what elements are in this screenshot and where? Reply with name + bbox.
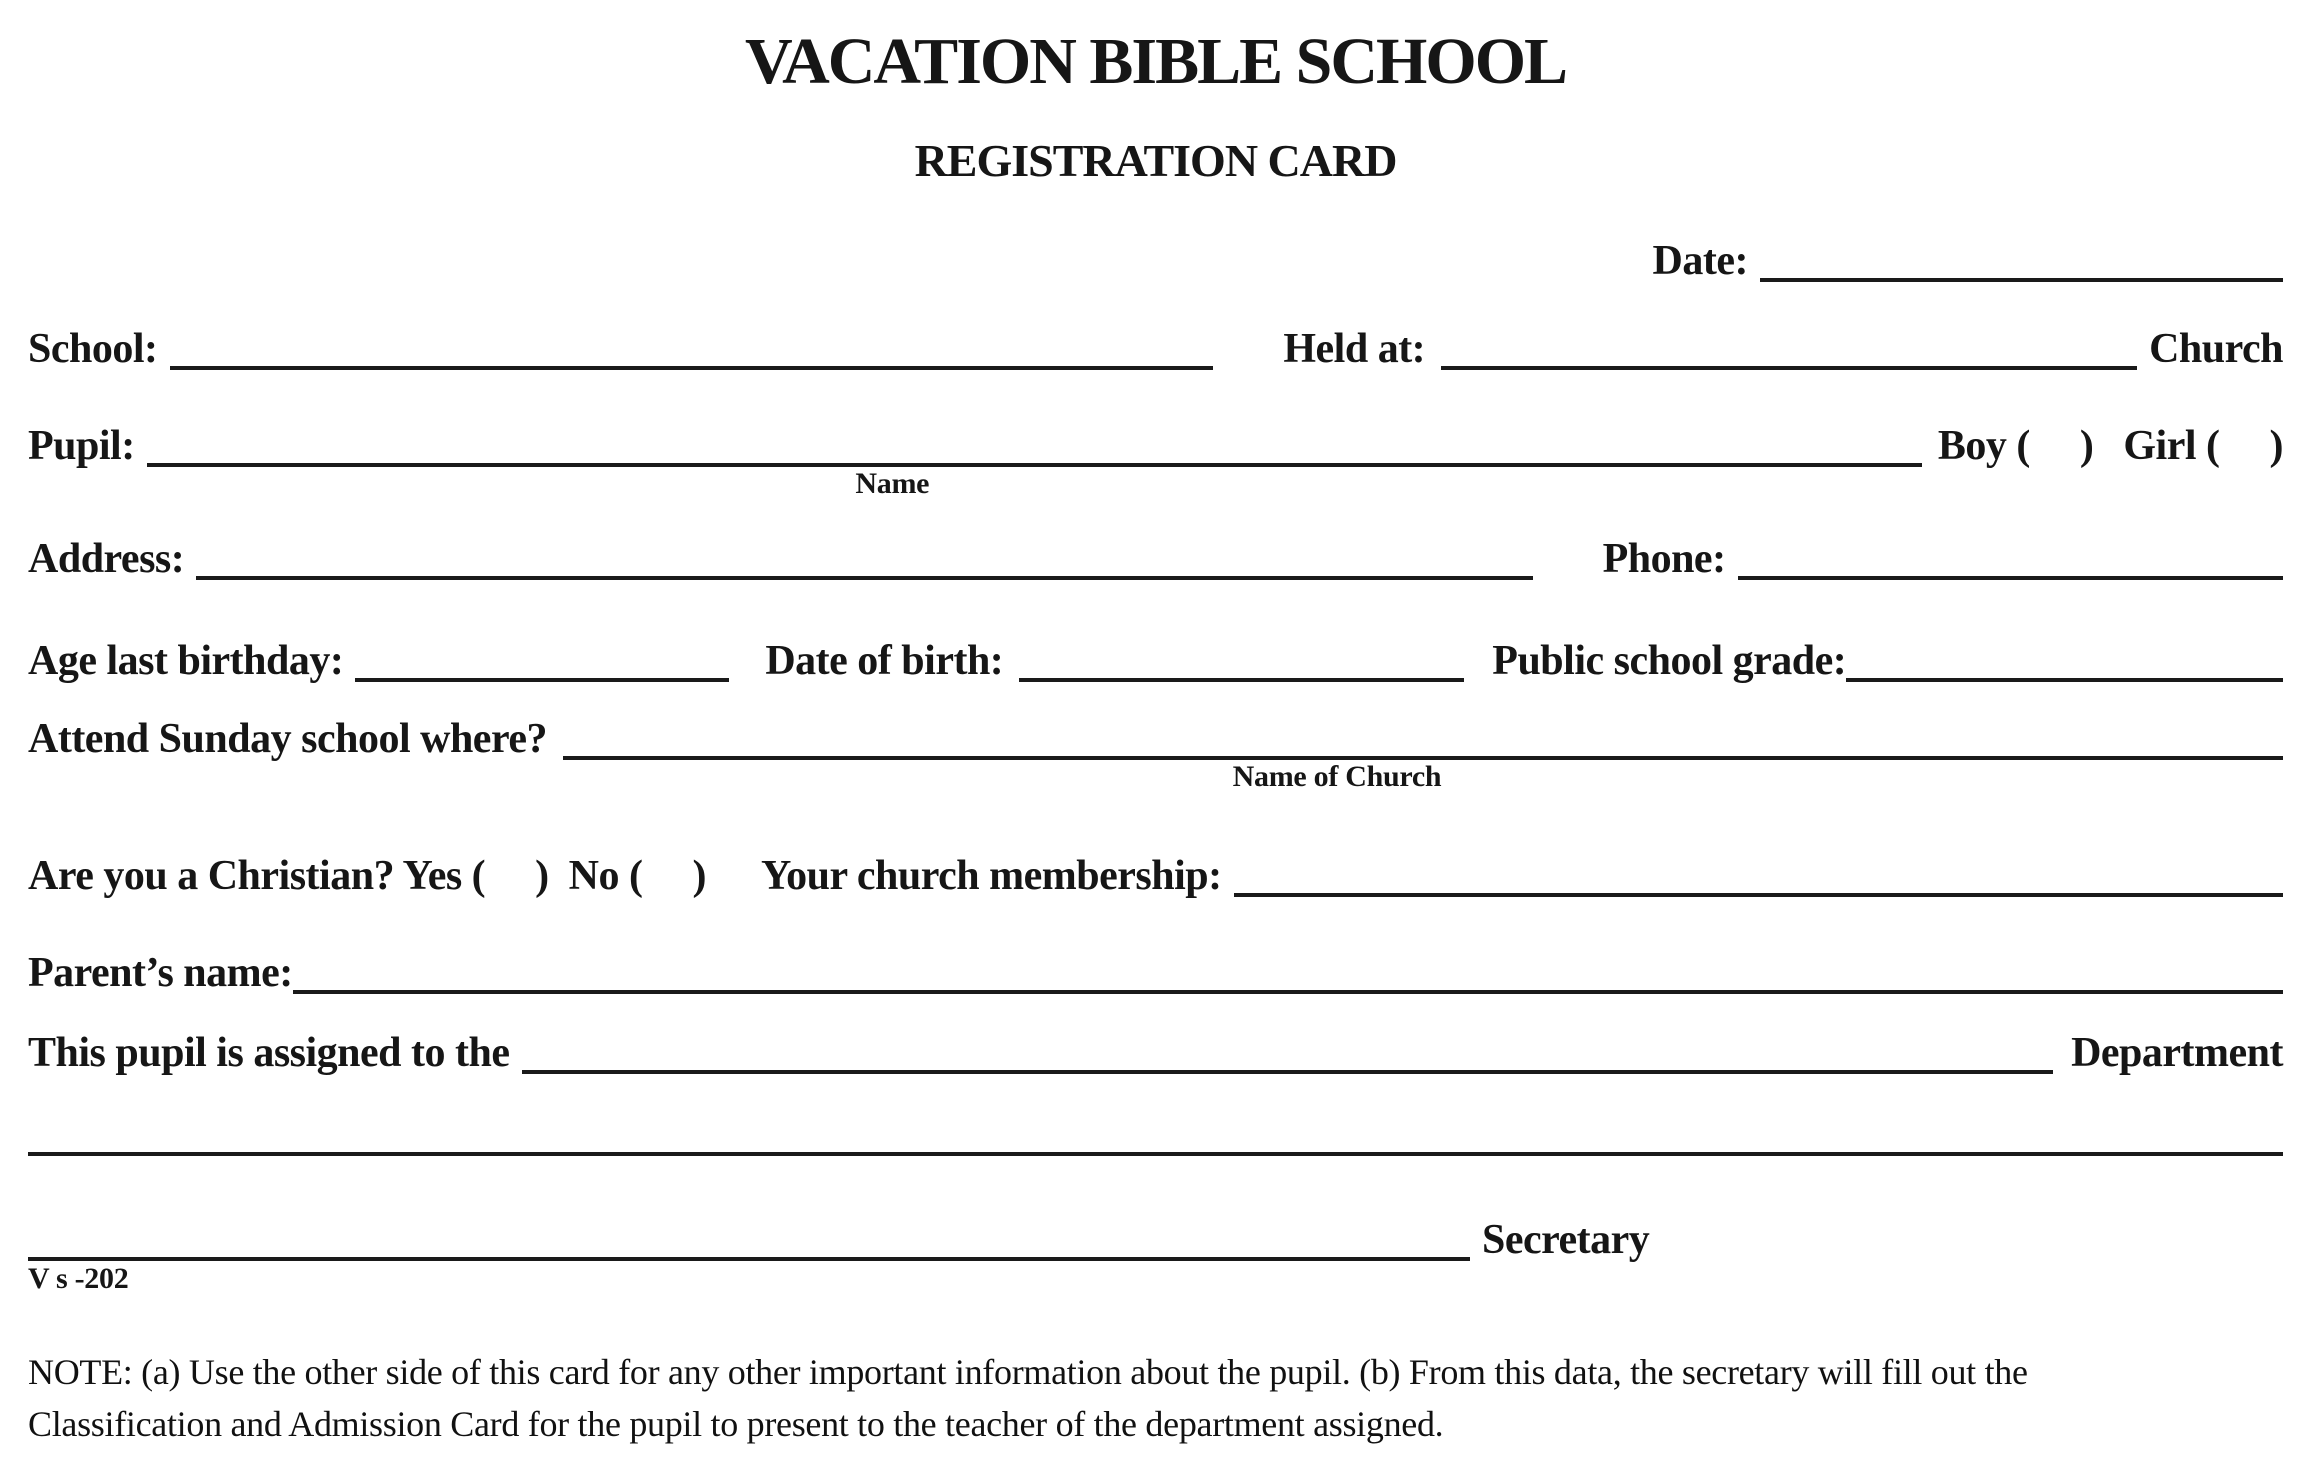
card-subtitle: REGISTRATION CARD	[914, 135, 1397, 186]
date-label: Date:	[1652, 238, 1748, 284]
attend-sunday-school-label: Attend Sunday school where?	[28, 716, 547, 762]
date-row	[28, 237, 2283, 285]
department-assignment-row	[28, 1029, 2283, 1077]
grade-field-line[interactable]	[1846, 666, 2283, 682]
date-of-birth-label: Date of birth:	[765, 638, 1004, 684]
date-of-birth-field-line[interactable]	[1019, 666, 1464, 682]
christian-yes-no-label[interactable]: Are you a Christian? Yes ( ) No ( )	[28, 853, 706, 899]
secretary-label: Secretary	[1482, 1217, 1650, 1263]
held-at-field-line[interactable]	[1441, 354, 2137, 370]
secretary-signature-line[interactable]	[28, 1245, 1470, 1261]
secretary-row	[28, 1216, 2283, 1264]
sunday-school-field-line[interactable]	[563, 744, 2283, 793]
pupil-row	[28, 422, 2283, 500]
form-code: V s -202	[28, 1262, 129, 1295]
age-row	[28, 637, 2283, 685]
attend-sunday-school-row	[28, 715, 2283, 793]
extra-field-line[interactable]	[28, 1130, 2283, 1156]
church-membership-label: Your church membership:	[760, 853, 1222, 899]
card-title: VACATION BIBLE SCHOOL	[744, 25, 1567, 98]
address-label: Address:	[28, 536, 185, 582]
parent-name-row	[28, 949, 2283, 997]
school-field-line[interactable]	[170, 354, 1214, 370]
parent-name-label: Parent’s name:	[28, 950, 293, 996]
school-label: School:	[28, 326, 158, 372]
held-at-label: Held at:	[1283, 326, 1426, 372]
phone-field-line[interactable]	[1738, 564, 2283, 580]
pupil-label: Pupil:	[28, 423, 135, 469]
assigned-to-label: This pupil is assigned to the	[28, 1030, 510, 1076]
age-last-birthday-label: Age last birthday:	[28, 638, 344, 684]
christian-row	[28, 852, 2283, 900]
parent-name-field-line[interactable]	[293, 978, 2283, 994]
school-row	[28, 325, 2283, 373]
address-field-line[interactable]	[196, 564, 1532, 580]
phone-label: Phone:	[1602, 536, 1726, 582]
public-school-grade-label: Public school grade:	[1492, 638, 1847, 684]
age-field-line[interactable]	[355, 666, 729, 682]
church-membership-field-line[interactable]	[1234, 881, 2283, 897]
boy-checkbox-label[interactable]: Boy ( )	[1937, 423, 2094, 469]
name-of-church-caption: Name of Church	[1232, 760, 1442, 793]
pupil-name-caption: Name	[855, 467, 930, 500]
girl-checkbox-label[interactable]: Girl ( )	[2123, 423, 2283, 469]
note-line-1: NOTE: (a) Use the other side of this card for any other important information about the pupil. (b) From this data, the secretary will fill out the	[28, 1352, 2028, 1392]
pupil-name-field-line[interactable]	[147, 451, 1922, 500]
note-line-2: Classification and Admission Card for the pupil to present to the teacher of the department assigned.	[28, 1404, 1444, 1444]
department-field-line[interactable]	[522, 1058, 2054, 1074]
date-field-line[interactable]	[1760, 266, 2283, 282]
note-paragraph	[28, 1346, 2283, 1450]
church-suffix-label: Church	[2149, 326, 2283, 372]
department-suffix-label: Department	[2071, 1030, 2283, 1076]
address-row	[28, 535, 2283, 583]
